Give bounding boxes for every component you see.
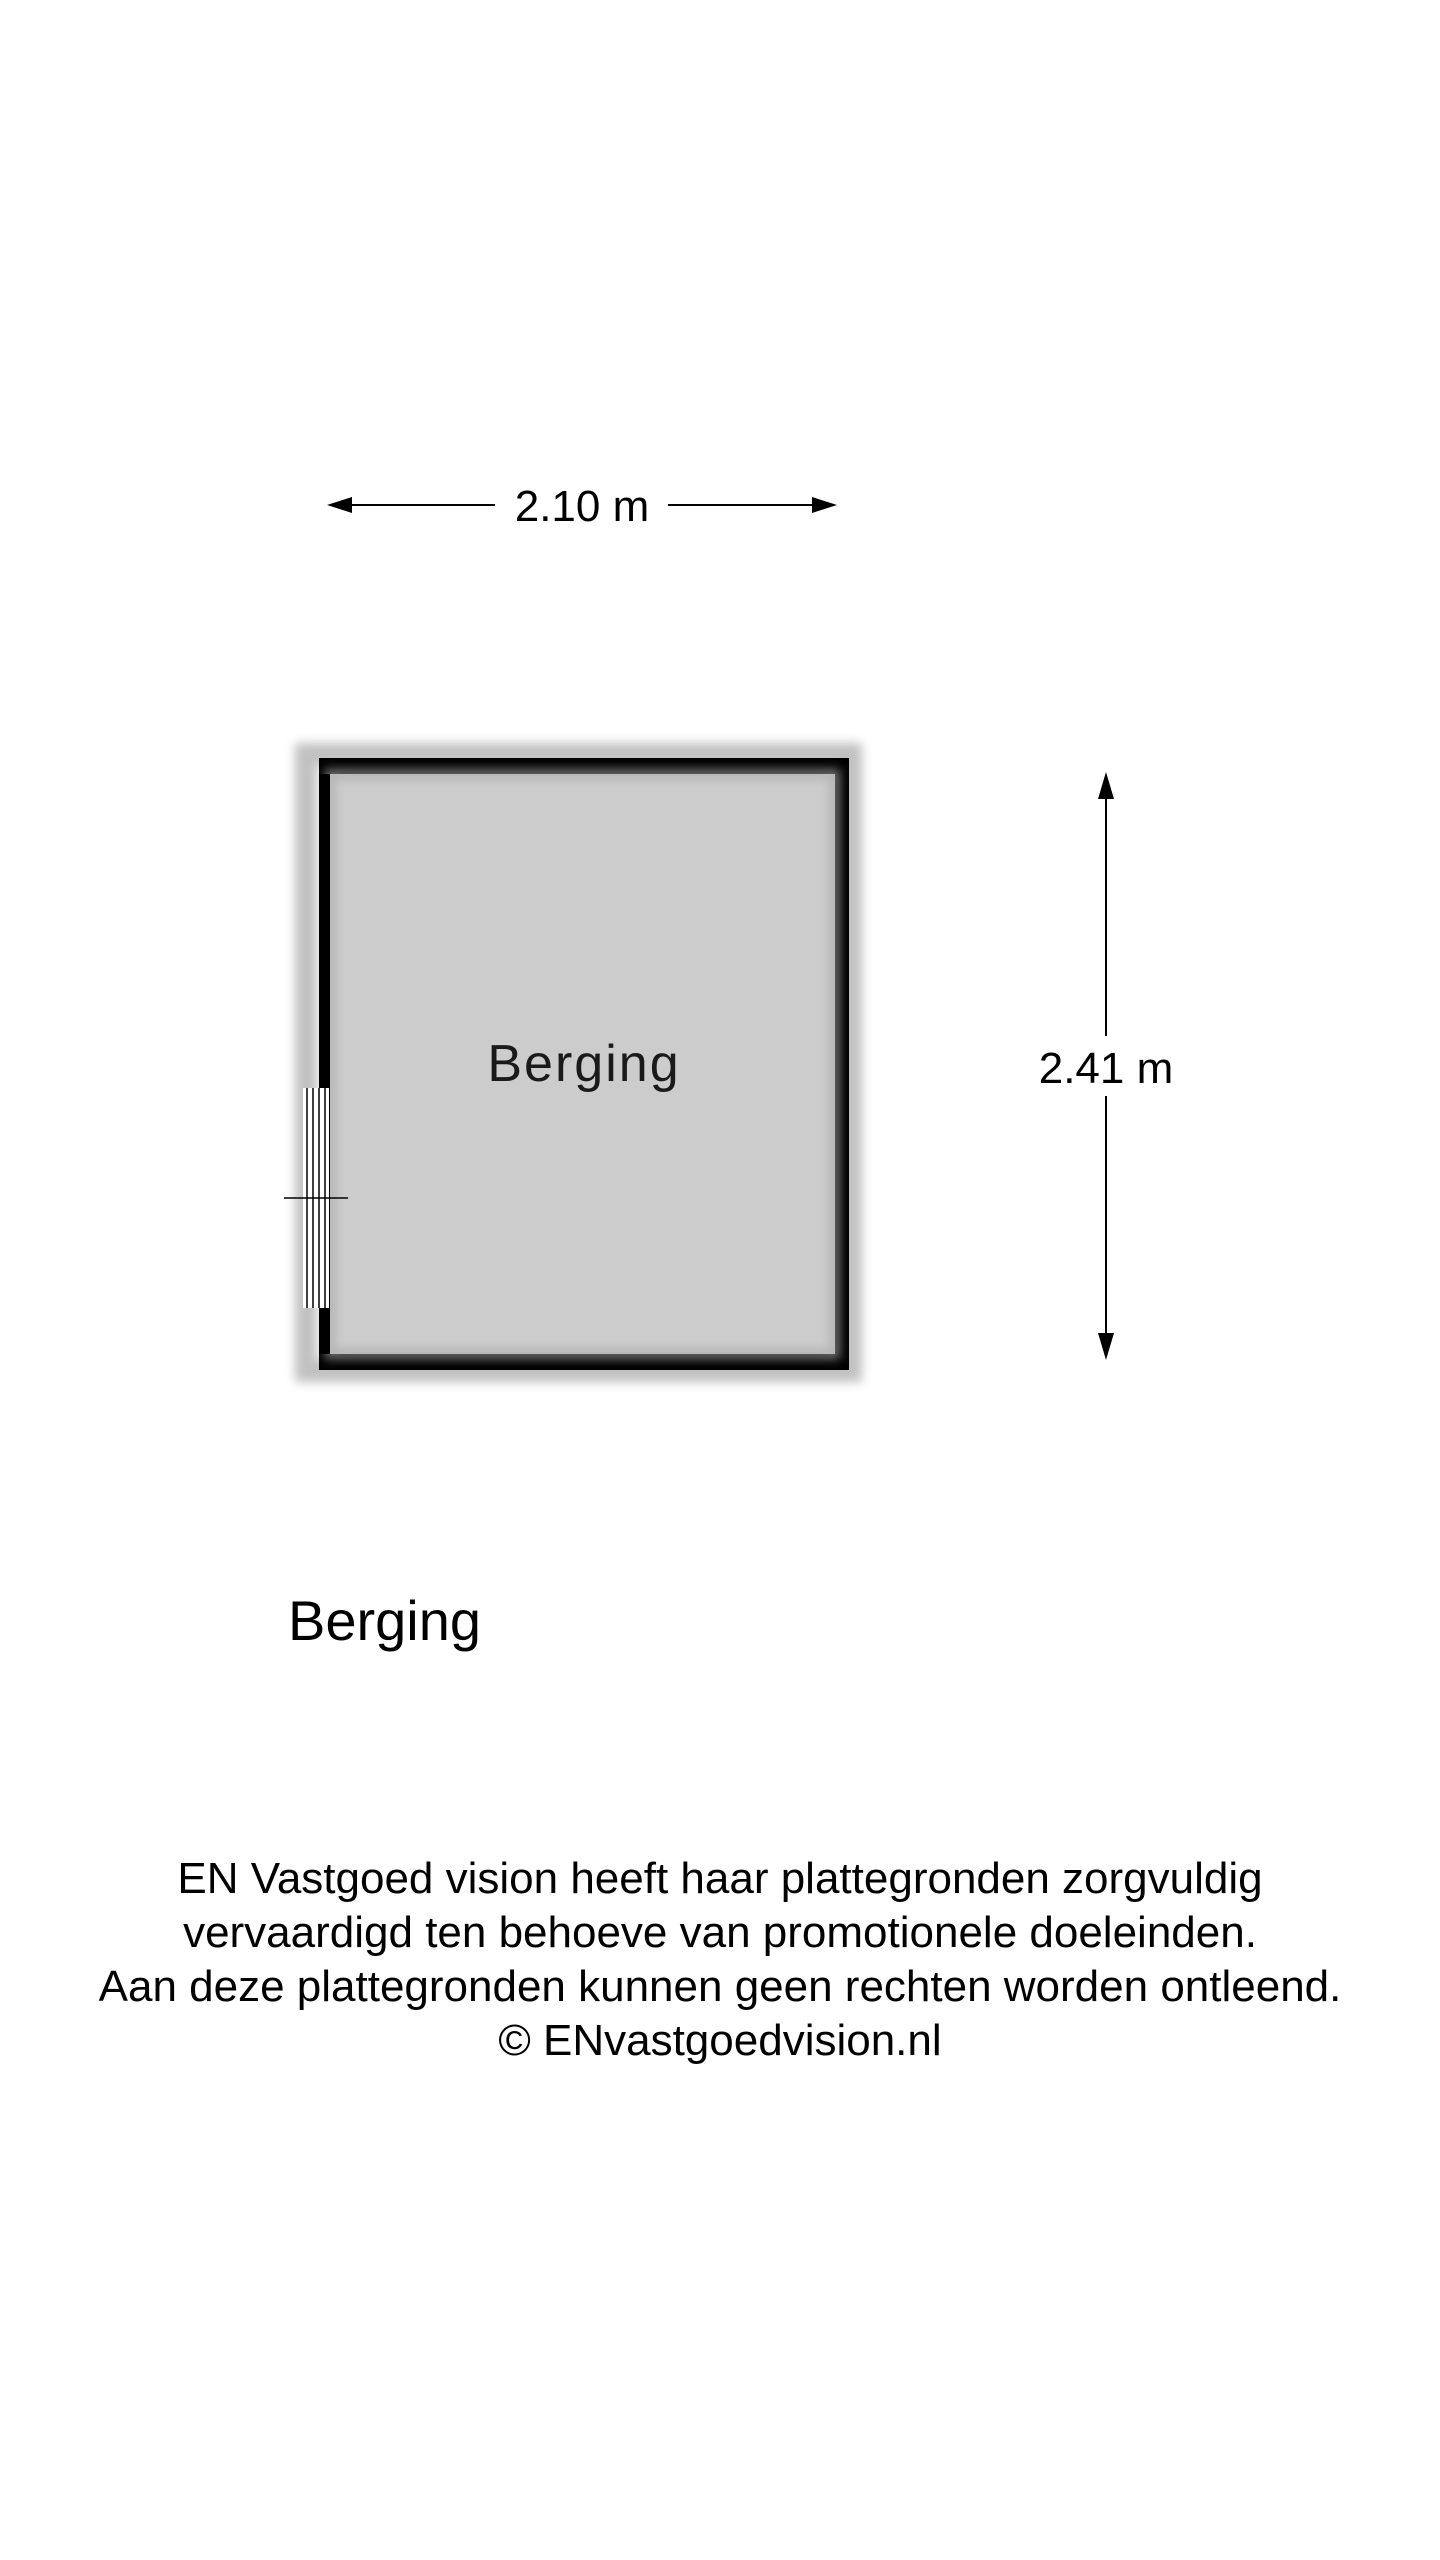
copyright-line: © ENvastgoedvision.nl [498, 2016, 942, 2065]
disclaimer [0, 1852, 1440, 2068]
height-label: 2.41 m [1038, 1044, 1174, 1093]
width-arrow-right-icon [812, 497, 837, 513]
height-arrow-up-icon [1098, 772, 1114, 799]
height-dimension [1039, 772, 1174, 1360]
width-label: 2.10 m [514, 482, 650, 531]
disclaimer-line: vervaardigd ten behoeve van promotionele doeleinden. [183, 1908, 1257, 1957]
disclaimer-line: Aan deze plattegronden kunnen geen rechten worden ontleend. [98, 1962, 1342, 2011]
width-arrow-left-icon [327, 497, 352, 513]
height-arrow-down-icon [1098, 1333, 1114, 1360]
room-label: Berging [487, 1035, 681, 1093]
disclaimer-line: EN Vastgoed vision heeft haar plattegronden zorgvuldig [177, 1854, 1263, 1903]
width-dimension [327, 482, 837, 531]
floor-title: Berging [288, 1589, 482, 1652]
